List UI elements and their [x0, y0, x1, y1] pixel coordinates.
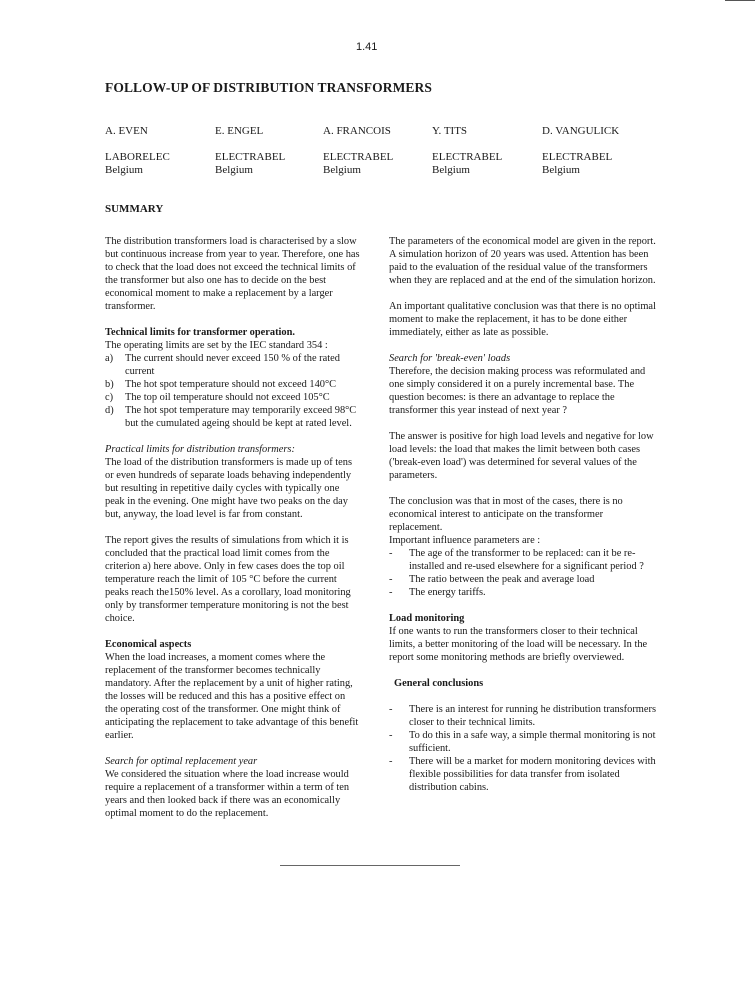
- author-country: Belgium: [542, 164, 580, 176]
- list-item: - The age of the transformer to be replaced: can it be re-installed and re-used elsewhere for a significant period ?: [389, 548, 644, 572]
- paragraph: If one wants to run the transformers closer to their technical limits, a better monitoring of the load will be necessary. In the report some monitoring methods are briefly overviewed.: [389, 626, 648, 663]
- author-country: Belgium: [323, 164, 361, 176]
- optimal-year-heading: Search for optimal replacement year: [105, 756, 258, 767]
- paragraph: Therefore, the decision making process was reformulated and one simply considered it on a purely incremental base. The question becomes: is there an advantage to replace the transformer this year instead of next year ?: [389, 366, 646, 416]
- author-affiliation: LABORELEC: [105, 151, 170, 163]
- scan-edge-rule: [725, 0, 755, 1]
- author-country: Belgium: [432, 164, 470, 176]
- author-block: [105, 125, 170, 177]
- technical-limits-intro: The operating limits are set by the IEC standard 354 :: [105, 340, 328, 351]
- paragraph: The parameters of the economical model are given in the report. A simulation horizon of 20 years was used. Attention has been paid to the evaluation of the residual value of the transformers when they are replaced and at the end of the simulation horizon.: [389, 236, 656, 286]
- list-item: - The ratio between the peak and average load: [389, 574, 595, 585]
- technical-limits-list: [105, 352, 360, 430]
- summary-heading: SUMMARY: [105, 203, 164, 215]
- author-affiliation: ELECTRABEL: [542, 151, 613, 163]
- list-item: c) The top oil temperature should not exceed 105°C: [105, 392, 330, 403]
- general-conclusions-heading: General conclusions: [394, 678, 484, 689]
- paragraph: We considered the situation where the load increase would require a replacement of a transformer within a term of ten years and then looked back if there was an economically optimal moment to do the replacement.: [105, 769, 350, 819]
- author-name: A. FRANCOIS: [323, 125, 391, 137]
- influence-list: [389, 547, 659, 599]
- break-even-heading: Search for 'break-even' loads: [389, 353, 511, 364]
- list-item: - There is an interest for running he distribution transformers closer to their technical limits.: [389, 704, 657, 728]
- list-item: a) The current should never exceed 150 % of the rated current: [105, 353, 340, 377]
- economical-aspects-heading: Economical aspects: [105, 639, 192, 650]
- author-affiliation: ELECTRABEL: [323, 151, 394, 163]
- list-item: d) The hot spot temperature may temporarily exceed 98°C but the cumulated ageing should be kept at rated level.: [105, 405, 357, 429]
- page-number: 1.41: [356, 41, 378, 53]
- author-name: D. VANGULICK: [542, 125, 620, 137]
- paper-title: FOLLOW-UP OF DISTRIBUTION TRANSFORMERS: [105, 80, 432, 95]
- author-block: [323, 125, 393, 177]
- practical-limits-heading: Practical limits for distribution transformers:: [105, 444, 295, 455]
- author-affiliation: ELECTRABEL: [432, 151, 503, 163]
- list-item: b) The hot spot temperature should not exceed 140°C: [105, 379, 337, 390]
- conclusions-list: [389, 703, 659, 794]
- list-item: - To do this in a safe way, a simple thermal monitoring is not sufficient.: [389, 730, 656, 754]
- list-item: - The energy tariffs.: [389, 587, 486, 598]
- left-column: [105, 235, 360, 820]
- author-country: Belgium: [105, 164, 143, 176]
- technical-limits-heading: Technical limits for transformer operation.: [105, 327, 295, 338]
- paragraph: The conclusion was that in most of the cases, there is no economical interest to anticipate on the transformer replacement.: [389, 496, 623, 533]
- right-column: [389, 235, 659, 794]
- author-block: [432, 125, 502, 177]
- author-name: Y. TITS: [432, 125, 468, 137]
- paragraph: An important qualitative conclusion was that there is no optimal moment to make the replacement, it has to be done either immediately, either as late as possible.: [389, 301, 656, 338]
- paragraph: The report gives the results of simulations from which it is concluded that the practical load limit comes from the criterion a) here above. Only in few cases does the top oil temperature reach the limit of 105 °C before the current peaks reach the150% level. As a corollary, load monitoring only by transformer temperature monitoring is not the best choice.: [105, 535, 351, 624]
- footer-divider: [280, 865, 460, 866]
- author-block: [542, 125, 619, 177]
- author-name: A. EVEN: [105, 125, 148, 137]
- load-monitoring-heading: Load monitoring: [389, 613, 465, 624]
- author-country: Belgium: [215, 164, 253, 176]
- list-item: - There will be a market for modern monitoring devices with flexible possibilities for data transfer from isolated distribution cabins.: [389, 756, 656, 793]
- paragraph: The load of the distribution transformers is made up of tens or even hundreds of separate loads behaving independently but resulting in repetitive daily cycles with typically one peak in the evening. One might have two peaks on the day but, anyway, the load level is far from constant.: [105, 457, 353, 520]
- paragraph: The answer is positive for high load levels and negative for low load levels: the load that makes the limit between both cases ('break-even load') was determined for several values of the parameters.: [389, 431, 654, 481]
- author-block: [215, 125, 285, 177]
- influence-intro: Important influence parameters are :: [389, 535, 541, 546]
- author-name: E. ENGEL: [215, 125, 264, 137]
- author-affiliation: ELECTRABEL: [215, 151, 286, 163]
- paragraph: When the load increases, a moment comes where the replacement of the transformer becomes technically mandatory. After the replacement by a unit of higher rating, the losses will be reduced and this has a positive effect on the operating cost of the transformer. One might think of anticipating the replacement to take advantage of this benefit earlier.: [105, 652, 359, 741]
- summary-intro: The distribution transformers load is characterised by a slow but continuous increase from year to year. Therefore, one has to check that the load does not exceed the technical limits of the transformer but also one has to decide on the best economical moment to make a replacement by a larger transformer.: [105, 236, 360, 312]
